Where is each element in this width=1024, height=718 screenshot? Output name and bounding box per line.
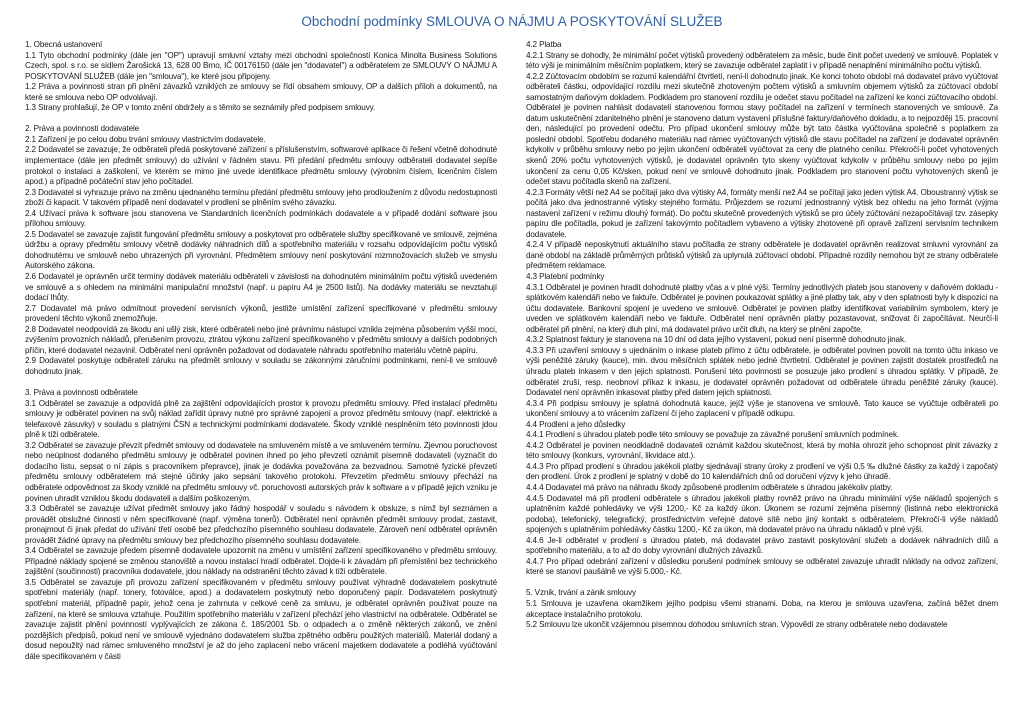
clause-paragraph: 3.1 Odběratel se zavazuje a odpovídá plně za zajištění odpovídajících prostor k provozu předmětu smlouvy. Před instalací předmětu smlouvy je odběratel povinen na svůj náklad zařídit úpravy nutné pro správné zapojení a provoz předmětu smlouvy (např. elektrické a telefaxové zásuvky) v souladu s platnými ČSN a technickými podmínkami dodavatele. Škody vzniklé nesplněním této povinnosti jdou plně k tíži odběratele. <box>25 398 497 440</box>
right-column <box>526 40 998 718</box>
clause-paragraph: 1.3 Strany prohlašují, že OP v tomto znění obdržely a s těmito se seznámily před podpisem smlouvy. <box>25 103 376 113</box>
clause-paragraph: 4.3.4 Při podpisu smlouvy je splatná dohodnutá kauce, jejíž výše je stanovena ve smlouvě. Tato kauce se vyúčtuje odběrateli po ukončení smlouvy a to vrácením zařízení či jeho zaplacení v případě odkupu. <box>526 398 998 419</box>
section-heading: 3. Práva a povinnosti odběratele <box>25 388 138 398</box>
clause-paragraph: 4.4.3 Pro případ prodlení s úhradou jakékoli platby sjednávají strany úroky z prodlení ve výši 0,5 ‰ dlužné částky za každý i započatý den prodlení. Úrok z prodlení je splatný v době do 10 kalendářních dnů od doručení výzvy k jeho úhradě. <box>526 461 998 482</box>
clause-paragraph: 3.2 Odběratel se zavazuje převzít předmět smlouvy od dodavatele na smluveném místě a ve smluveném termínu. Zjevnou poruchovost nebo neúplnost dodaného předmětu smlouvy je odběratel povinen ihned po jeho převzetí oznámit písemně dodavateli (vyznačit do dodacího listu, sepsat o ní zápis s pracovníkem přepravce), jinak je dodávka považována za bezvadnou. Samotné fyzické převzetí předmětu smlouvy odběratelem má stejné účinky jako sepsání takového protokolu. Převzetím předmětu smlouvy přechází na odběratele odpovědnost za škody vzniklé na předmětu smlouvy vč. poruchovosti autorských práv k software a v případě jejich vzniku je povinen uhradit vzniklou škodu dodavateli a dalším poškozeným. <box>25 440 497 503</box>
clause-paragraph: 4.2.2 Zúčtovacím obdobím se rozumí kalendářní čtvrtletí, není-li dohodnuto jinak. Ke konci tohoto období má dodavatel právo vyúčtovat odběrateli částku, odpovídající rozdílu mezi skutečně zhotoveným počtem výtisků a smluvním objemem výtisků za zúčtovací období samostatným daňovým dokladem. Podkladem pro stanovení rozdílu je odečet stavu počítadel na zařízení ke konci zúčtovacího období. Odběratel je povinen nahlásit dodavateli stanovenou formou stavy počítadel na zařízení v termínech stanovených ve smlouvě. Za datum uskutečnění zdanitelného plnění je stanoveno datum vystavení příslušné faktury/daňového dokladu, a to nejpozději 15. pracovní den, následující po provedení odečtu. Pro případ ukončení smlouvy může být tato částka vyúčtována společně s poplatkem za poslední období. Spotřebu dodaného materiálu nad rámec vyúčtovaných výtisků dle stavu počítadel na zařízení je dodavatel oprávněn kdykoliv v průběhu smlouvy nebo po jejím ukončení odběrateli vyúčtovat za ceny dle platného ceníku. Překročí-li počet vyhotovených skenů 20% počtu vyhotovených výtisků, je dodavatel oprávněn tyto skeny vyúčtovat kdykoliv v průběhu smlouvy nebo po jejím ukončení za cenu 0,05 Kč/sken, pokud není ve smlouvě dohodnuto jinak. Podkladem pro stanovení počtu vyhotovených skenů je odečet stavu počítadla skenů na zařízení. <box>526 71 998 187</box>
section-heading: 4.2 Platba <box>526 40 562 49</box>
clause-paragraph: 2.6 Dodavatel je oprávněn určit termíny dodávek materiálu odběrateli v závislosti na dohodnutém minimálním počtu výtisků uvedeném ve smlouvě a s ohledem na minimální manipulační množství (např. u papíru A4 je 2500 listů). Na dodávky materiálu se nevztahují dodací lhůty. <box>25 272 497 303</box>
clause-paragraph: 1.2 Práva a povinnosti stran při plnění závazků vzniklých ze smlouvy se řídí obsahem smlouvy, OP a dalších příloh a dokumentů, na které se smlouva nebo OP odvolávají. <box>25 82 497 102</box>
section-heading: 5. Vznik, trvání a zánik smlouvy <box>526 588 636 598</box>
section-heading: 2. Práva a povinnosti dodavatele <box>25 124 140 134</box>
clause-paragraph: 2.9 Dodavatel poskytuje odběrateli záruku na předmět smlouvy v souladu se zákonnými záručními podmínkami, není-li ve smlouvě dohodnuto jinak. <box>25 356 497 376</box>
clause-paragraph: 3.4 Odběratel se zavazuje předem písemně dodavatele upozornit na změnu v umístění zařízení specifikovaného v předmětu smlouvy. Případné náklady spojené se změnou stanoviště a novou instalací hradí odběratel. Dojde-li k závadám při přemístění bez technického zajištění (součinnosti) pracovníka dodavatele, jdou náklady na odstranění těchto závad k tíži odběratele. <box>25 546 497 577</box>
clause-paragraph: 2.4 Užívací práva k software jsou stanovena ve Standardních licenčních podmínkách dodavatele a v případě dodání software jsou přílohou smlouvy. <box>25 208 497 229</box>
section-gap <box>25 378 497 389</box>
clause-paragraph: 3.3 Odběratel se zavazuje užívat předmět smlouvy jako řádný hospodář v souladu s návodem k obsluze, s nímž byl seznámen a provádět obslužné činnosti v něm specifikované (např. výměna tonerů). Odběratel není oprávněn předmět smlouvy prodat, zastavit, pronajmout či jinak předat do užívání třetí osobě bez předchozího písemného souhlasu dodavatele. Zároveň není odběratel oprávněn provádět žádné úpravy na předmětu smlouvy bez předchozího písemného souhlasu dodavatele. <box>25 504 497 545</box>
clause-paragraph: 4.2.3 Formáty větší než A4 se počítají jako dva výtisky A4, formáty menší než A4 se počítají jako jeden výtisk A4. Oboustranný výtisk se počítá jako dva jednostranné výtisky stejného formátu. Průjezdem se rozumí jednostranný výtisk bez ohledu na jeho formát (výjma nastavení zařízení v režimu dlouhý formát). Do počtu skutečně provedených výtisků se pro účely zúčtování nezapočítávají tzv. zásepky papíru dle počítadla, pokud je zařízení takovýmto počítadlem vybaveno a výtisky zhotovené při opravě zařízení servisním technikem dodavatele. <box>526 187 998 239</box>
clause-paragraph: 1.1 Tyto obchodní podmínky (dále jen "OP") upravují smluvní vztahy mezi obchodní společností Konica Minolta Business Solutions Czech, spol. s r.o. se sídlem Žarošická 13, 628 00 Brno, IČ 00176150 (dále jen "dodavatel") a odběratelem ze SMLOUVY O NÁJMU A POSKYTOVÁNÍ SLUŽEB (dále jen "smlouva"), ke které jsou připojeny. <box>25 50 497 81</box>
clause-paragraph: 4.4.7 Pro případ odebrání zařízení v důsledku porušení podmínek smlouvy se odběratel zavazuje uhradit náklady na odvoz zařízení, které se stanoví paušálně ve výši 5.000,- Kč. <box>526 556 998 577</box>
clause-paragraph: 4.2.1 Strany se dohodly, že minimální počet výtisků provedený odběratelem za měsíc, bude činit počet uvedený ve smlouvě. Poplatek v této výši je minimálním měsíčním poplatkem, který se zavazuje odběratel zaplatit i v případě nenaplnění minimálního počtu výtisků. <box>526 50 998 71</box>
clause-paragraph: 3.5 Odběratel se zavazuje při provozu zařízení specifikovaném v předmětu smlouvy používat výhradně dodavatelem poskytnuté spotřební materiály (např. tonery, fotoválce, apod.) a dodavatelem poskytnutý nebo doporučený papír. Dodavatelem poskytnutý spotřební materiál, případně papír, jehož cena je zahrnuta v celkové ceně za smluvu, je odběratel oprávněn používat pouze na zařízení, na které se smlouva vztahuje. Použitím spotřebního materiálu v zařízení přechází jeho vlastnictví na odběratele. Odběratel se zavazuje zajistit plnění povinností vyplývajících ze zákona č. 185/2001 Sb. o odpadech a o změně některých zákonů, ve znění pozdějších předpisů, pokud není ve smlouvě vyjednáno dodavatelem služba zpětného odběru použitých materiálů. Materiál dodaný a dosud nepoužitý nad rámec smluveného množství je až do jeho zaplacení nebo vrácení majetkem dodavatele a podléhá vyúčtování dále specifikovaném v části <box>25 577 497 661</box>
clause-paragraph: 4.4.4 Dodavatel má právo na náhradu škody způsobené prodlením odběratele s úhradou jakékoliv platby. <box>526 482 893 492</box>
clause-paragraph: 4.3.1 Odběratel je povinen hradit dohodnuté platby včas a v plné výši. Termíny jednotlivých plateb jsou stanoveny v daňovém dokladu - splátkovém kalendáři nebo ve faktuře. Odběratel je povinen poukazovat splátky a jiné platby tak, aby v den splatnosti byly k dispozici na účtu dodavatele. Bankovní spojení je uvedeno ve smlouvě. Odběratel je povinen platby identifikovat variabilním symbolem, který je uveden ve splátkovém kalendáři nebo ve faktuře. Odběratel není oprávněn platby pozastavovat, snižovat či započítávat. Neurčí-li odběratel při plnění, na který dluh plní, má dodavatel právo určit dluh, na který se plnění započte. <box>526 282 998 334</box>
section-heading: 4.4 Prodlení a jeho důsledky <box>526 419 626 429</box>
clause-paragraph: 4.3.3 Při uzavření smlouvy s ujednáním o inkase plateb přímo z účtu odběratele, je odběratel povinen povolit na tomto účtu inkaso ve výši peněžité záruky (kauce), min. dvou měsíčních splátek nebo jedné čtvrtletní. Odběratel je povinen zajistit dostatek prostředků na úhradu plateb inkasem v den jejich splatnosti. Porušení této povinnosti se posuzuje jako prodlení s úhradou splátky. V případě, že odběratel zruší, resp. neobnoví příkaz k inkasu, je dodavatel oprávněn požadovat od odběratele úhradu peněžité záruky (kauce). Dodavatel není oprávněn inkasovat platby před datem jejich splatnosti. <box>526 345 998 398</box>
clause-paragraph: 4.3.2 Splatnost faktury je stanovena na 10 dní od data jejího vystavení, pokud není písemně dohodnuto jinak. <box>526 335 907 345</box>
section-heading: 1. Obecná ustanovení <box>25 40 103 49</box>
clause-paragraph: 2.3 Dodavatel si vyhrazuje právo na změnu ujednaného termínu předání předmětu smlouvy jeho prodloužením z důvodu nedostupnosti zboží či kapacit. V takovém případě není dodavatel v prodlení se plněním svého závazku. <box>25 187 497 208</box>
section-gap <box>526 578 998 589</box>
section-heading: 4.3 Platební podmínky <box>526 272 605 282</box>
clause-paragraph: 2.2 Dodavatel se zavazuje, že odběrateli předá poskytované zařízení s příslušenstvím, softwarové aplikace či řešení včetně dohodnuté implementace (dále jen předmět smlouvy) do užívání v řádném stavu. Při předání předmětu smlouvy odběrateli dodavatel sepíše protokol o instalaci a zaškolení, ve kterém se mimo jiné uvede identifikace předmětu smlouvy (výrobním číslem, licenčním číslem apod.) a případně počáteční stav jeho počítadel. <box>25 145 497 187</box>
clause-paragraph: 4.4.5 Dodavatel má při prodlení odběratele s úhradou jakékoli platby rovněž právo na úhradu minimální výše nákladů spojených s uplatněním každé pohledávky ve výši 1200,- Kč za každý úkon. Úkonem se rozumí zejména písemný (listinná nebo elektronická podoba), telefonický, telegrafický, prostřednictvím veřejné datové sítě nebo jiný kontakt s odběratelem. Překročí-li výše nákladů spojených s uplatněním pohledávky částku 1200,- Kč za úkon, má dodavatel právo na úhradu nákladů v plné výši. <box>526 493 998 535</box>
clause-paragraph: 4.4.6 Je-li odběratel v prodlení s úhradou plateb, má dodavatel právo zastavit poskytování služeb a dodávek náhradních dílů a spotřebního materiálu, a to až do doby vyrovnání dlužných závazků. <box>526 535 998 556</box>
section-gap <box>25 114 497 125</box>
document-title: Obchodní podmínky SMLOUVA O NÁJMU A POSKYTOVÁNÍ SLUŽEB <box>301 14 723 29</box>
clause-paragraph: 2.7 Dodavatel má právo odmítnout provedení servisních výkonů, jestliže umístění zařízení specifikované v předmětu smlouvy provedení těchto výkonů znemožňuje. <box>25 303 497 324</box>
clause-paragraph: 4.4.1 Prodlení s úhradou plateb podle této smlouvy se považuje za závažné porušení smluvních podmínek. <box>526 430 900 440</box>
clause-paragraph: 4.2.4 V případě neposkytnutí aktuálního stavu počítadla ze strany odběratele je dodavatel oprávněn realizovat smluvní vyrovnání za dané období na základě průměrných průtisků výtisků za uplynulá zúčtovací období. Případné rozdíly nemohou být ze strany odběratele předmětem reklamace. <box>526 240 998 271</box>
clause-paragraph: 5.2 Smlouvu lze ukončit vzájemnou písemnou dohodou smluvních stran. Výpovědí ze strany odběratele nebo dodavatele <box>526 620 948 630</box>
clause-paragraph: 2.8 Dodavatel neodpovídá za škodu ani ušlý zisk, které odběrateli nebo jiné právnímu nástupci vznikla zejména působením vyšší moci, zvýšením provozních nákladů, přerušením provozu, ztrátou výkonu zařízení specifikovaného v předmětu smlouvy a dalších podobných příčin, které dodavatel nezavinil. Odběratel není oprávněn požadovat od dodavatele náhradu spotřebního materiálu včetně papíru. <box>25 324 497 355</box>
clause-paragraph: 5.1 Smlouva je uzavřena okamžikem jejího podpisu všemi stranami. Doba, na kterou je smlouva uzavřena, začíná běžet dnem akceptace instalačního protokolu. <box>526 598 998 619</box>
clause-paragraph: 2.1 Zařízení je po celou dobu trvání smlouvy vlastnictvím dodavatele. <box>25 134 266 144</box>
clause-paragraph: 2.5 Dodavatel se zavazuje zajistit fungování předmětu smlouvy a poskytovat pro odběratele služby specifikované ve smlouvě, zejména údržbu a opravy předmětu smlouvy včetně dodávky náhradních dílů a spotřebního materiálu v rozsahu odpovídajícím počtu výtisků dohodnutému ve smlouvě nebo uhrazených při vyrovnání. Předmětem smlouvy není poskytování rozmnožovacích služeb ve smyslu Autorského zákona. <box>25 229 497 271</box>
left-column <box>25 40 497 718</box>
clause-paragraph: 4.4.2 Odběratel je povinen neodkladně dodavateli oznámit každou skutečnost, která by mohla ohrozit jeho schopnost plnit závazky z této smlouvy (konkurs, vyrovnání, likvidace atd.). <box>526 440 998 461</box>
